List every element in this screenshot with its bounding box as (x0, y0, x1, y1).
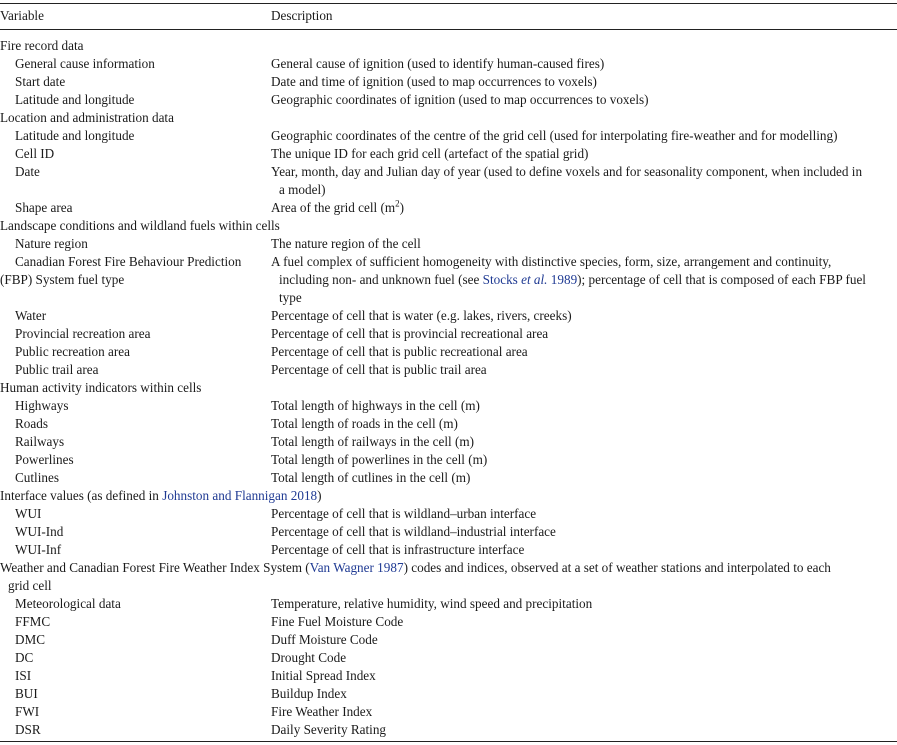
variable-cell: Public recreation area (15, 344, 130, 359)
section-title-weather: Weather and Canadian Forest Fire Weather Index System (Van Wagner 1987) codes and indices, observed at a set of weather stations and interpolated to each (0, 560, 831, 575)
description-cell: Area of the grid cell $(m^2)$ (271, 198, 405, 215)
description-cell: Total length of highways in the cell (m) (271, 398, 480, 413)
description-cell: Percentage of cell that is infrastructure interface (271, 542, 525, 557)
variable-cell: Provincial recreation area (15, 326, 151, 341)
variable-cell-continuation: (FBP) System fuel type (0, 272, 125, 287)
section-title-weather-continuation: grid cell (8, 578, 52, 593)
description-cell: Fire Weather Index (271, 704, 373, 719)
variable-cell: Canadian Forest Fire Behaviour Prediction (15, 254, 242, 269)
variable-cell: Water (15, 308, 47, 323)
description-cell: Total length of railways in the cell (m) (271, 434, 475, 449)
variable-cell: WUI (15, 506, 42, 521)
citation-link[interactable]: Stocks et al. 1989 (482, 272, 578, 287)
description-cell: Geographic coordinates of ignition (used to map occurrences to voxels) (271, 92, 649, 107)
description-cell: Year, month, day and Julian day of year (used to define voxels and for seasonality component, when included in (271, 164, 863, 179)
variable-cell: Start date (15, 74, 66, 89)
description-cell: Percentage of cell that is water (e.g. lakes, rivers, creeks) (271, 308, 572, 323)
description-cell-continuation: type (279, 290, 302, 305)
variable-cell: FWI (15, 704, 40, 719)
variable-cell: WUI-Inf (15, 542, 62, 557)
variable-cell: DSR (15, 722, 41, 737)
variable-cell: DMC (15, 632, 46, 647)
description-cell: Geographic coordinates of the centre of the grid cell (used for interpolating fire-weather and for modelling) (271, 128, 838, 143)
description-cell: Total length of cutlines in the cell (m) (271, 470, 471, 485)
variable-cell: FFMC (15, 614, 51, 629)
description-cell: Daily Severity Rating (271, 722, 387, 737)
description-cell-continuation: a model) (279, 182, 326, 197)
variable-cell: Public trail area (15, 362, 99, 377)
variable-cell: Latitude and longitude (15, 128, 135, 143)
variable-cell: BUI (15, 686, 38, 701)
section-title-interface: Interface values (as defined in Johnston and Flannigan 2018) (0, 488, 322, 503)
description-cell: Percentage of cell that is wildland–industrial interface (271, 524, 556, 539)
section-title-landscape: Landscape conditions and wildland fuels within cells (0, 218, 280, 233)
description-cell: Percentage of cell that is public trail area (271, 362, 487, 377)
description-cell: Percentage of cell that is wildland–urban interface (271, 506, 537, 521)
variable-cell: WUI-Ind (15, 524, 64, 539)
citation-link[interactable]: Van Wagner 1987 (309, 560, 404, 575)
description-cell: Total length of roads in the cell (m) (271, 416, 458, 431)
variable-cell: Highways (15, 398, 69, 413)
description-cell: Fine Fuel Moisture Code (271, 614, 404, 629)
bottom-rule (0, 741, 897, 742)
variable-cell: Cutlines (15, 470, 59, 485)
description-cell: Percentage of cell that is provincial recreational area (271, 326, 549, 341)
variable-cell: Nature region (15, 236, 88, 251)
column-header-variable: Variable (0, 8, 44, 23)
variable-cell: ISI (15, 668, 32, 683)
column-header-description: Description (271, 8, 333, 23)
description-cell: Temperature, relative humidity, wind speed and precipitation (271, 596, 593, 611)
description-cell: Percentage of cell that is public recreational area (271, 344, 528, 359)
variable-cell: Shape area (15, 200, 73, 215)
description-cell: Initial Spread Index (271, 668, 376, 683)
variable-cell: Date (15, 164, 40, 179)
variable-cell: Meteorological data (15, 596, 121, 611)
description-cell: The unique ID for each grid cell (artefact of the spatial grid) (271, 146, 589, 161)
description-cell: Total length of powerlines in the cell (m) (271, 452, 488, 467)
variable-cell: DC (15, 650, 34, 665)
section-title-location: Location and administration data (0, 110, 174, 125)
variable-cell: Latitude and longitude (15, 92, 135, 107)
variable-cell: Powerlines (15, 452, 74, 467)
variable-cell: General cause information (15, 56, 155, 71)
description-cell: A fuel complex of sufficient homogeneity with distinctive species, form, size, arrangement and continuity, (271, 254, 832, 269)
top-rule (0, 3, 897, 4)
variable-cell: Roads (15, 416, 48, 431)
citation-link[interactable]: Johnston and Flannigan 2018 (162, 488, 318, 503)
description-cell: General cause of ignition (used to identify human-caused fires) (271, 56, 605, 71)
description-cell: Date and time of ignition (used to map occurrences to voxels) (271, 74, 597, 89)
variable-cell: Cell ID (15, 146, 55, 161)
variable-cell: Railways (15, 434, 65, 449)
section-title-fire-record: Fire record data (0, 38, 84, 53)
description-cell: The nature region of the cell (271, 236, 421, 251)
header-rule (0, 29, 897, 30)
description-cell-continuation: including non- and unknown fuel (see Stocks et al. 1989); percentage of cell that is composed of each FBP fuel (279, 272, 866, 287)
description-cell: Drought Code (271, 650, 347, 665)
description-cell: Buildup Index (271, 686, 347, 701)
description-cell: Duff Moisture Code (271, 632, 378, 647)
section-title-human-activity: Human activity indicators within cells (0, 380, 202, 395)
